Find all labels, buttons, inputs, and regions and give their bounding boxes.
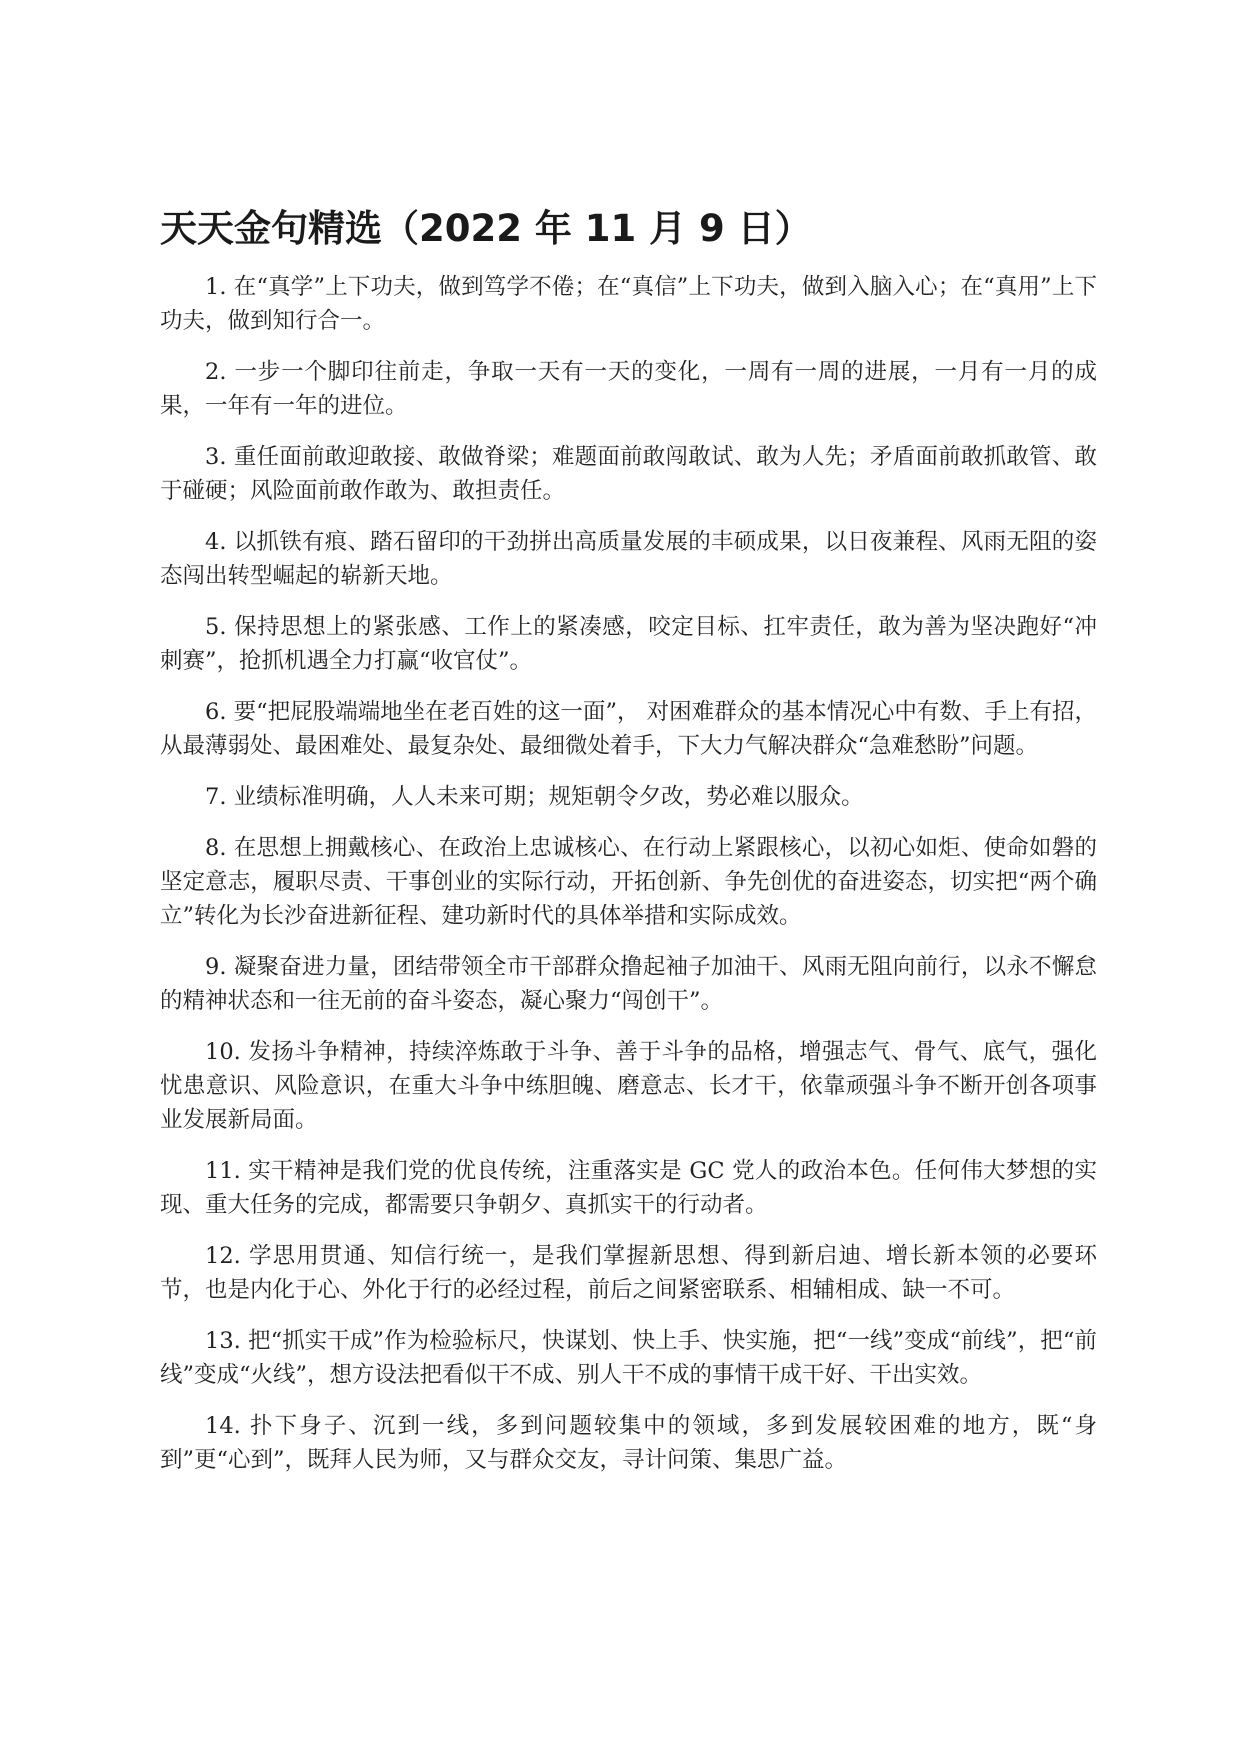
quote-paragraph-10: 10. 发扬斗争精神，持续淬炼敢于斗争、善于斗争的品格，增强志气、骨气、底气，强化忧患意识、风险意识，在重大斗争中练胆魄、磨意志、长才干，依靠顽强斗争不断开创各项事业发展新局面。 [160, 1039, 1097, 1133]
quote-paragraph-12: 12. 学思用贯通、知信行统一，是我们掌握新思想、得到新启迪、增长新本领的必要环节，也是内化于心、外化于行的必经过程，前后之间紧密联系、相辅相成、缺一不可。 [160, 1243, 1097, 1303]
quote-paragraph-8: 8. 在思想上拥戴核心、在政治上忠诚核心、在行动上紧跟核心，以初心如炬、使命如磐的坚定意志，履职尽责、干事创业的实际行动，开拓创新、争先创优的奋进姿态，切实把“两个确立”转化为长沙奋进新征程、建功新时代的具体举措和实际成效。 [160, 835, 1097, 929]
quote-paragraph-4: 4. 以抓铁有痕、踏石留印的干劲拼出高质量发展的丰硕成果，以日夜兼程、风雨无阻的姿态闯出转型崛起的崭新天地。 [160, 529, 1097, 589]
quote-paragraph-1: 1. 在“真学”上下功夫，做到笃学不倦；在“真信”上下功夫，做到入脑入心；在“真用”上下功夫，做到知行合一。 [160, 274, 1097, 334]
quote-paragraph-13: 13. 把“抓实干成”作为检验标尺，快谋划、快上手、快实施，把“一线”变成“前线”，把“前线”变成“火线”，想方设法把看似干不成、别人干不成的事情干成干好、干出实效。 [160, 1328, 1097, 1388]
quote-paragraph-5: 5. 保持思想上的紧张感、工作上的紧凑感，咬定目标、扛牢责任，敢为善为坚决跑好“冲刺赛”，抢抓机遇全力打赢“收官仗”。 [160, 614, 1097, 674]
quote-paragraph-6: 6. 要“把屁股端端地坐在老百姓的这一面”， 对困难群众的基本情况心中有数、手上有招，从最薄弱处、最困难处、最复杂处、最细微处着手，下大力气解决群众“急难愁盼”问题。 [160, 699, 1097, 759]
quote-paragraph-3: 3. 重任面前敢迎敢接、敢做脊梁；难题面前敢闯敢试、敢为人先；矛盾面前敢抓敢管、敢于碰硬；风险面前敢作敢为、敢担责任。 [160, 444, 1097, 504]
document-title: 天天金句精选（2022 年 11 月 9 日） [160, 207, 812, 250]
quote-list [160, 270, 1097, 1494]
quote-paragraph-9: 9. 凝聚奋进力量，团结带领全市干部群众撸起袖子加油干、风雨无阻向前行，以永不懈怠的精神状态和一往无前的奋斗姿态，凝心聚力“闯创干”。 [160, 954, 1097, 1014]
quote-paragraph-11: 11. 实干精神是我们党的优良传统，注重落实是 GC 党人的政治本色。任何伟大梦想的实现、重大任务的完成，都需要只争朝夕、真抓实干的行动者。 [160, 1158, 1097, 1218]
quote-paragraph-14: 14. 扑下身子、沉到一线，多到问题较集中的领域，多到发展较困难的地方，既“身到”更“心到”，既拜人民为师，又与群众交友，寻计问策、集思广益。 [160, 1413, 1097, 1473]
quote-paragraph-7: 7. 业绩标准明确，人人未来可期；规矩朝令夕改，势必难以服众。 [205, 784, 864, 810]
quote-paragraph-2: 2. 一步一个脚印往前走，争取一天有一天的变化，一周有一周的进展，一月有一月的成果，一年有一年的进位。 [160, 359, 1097, 419]
